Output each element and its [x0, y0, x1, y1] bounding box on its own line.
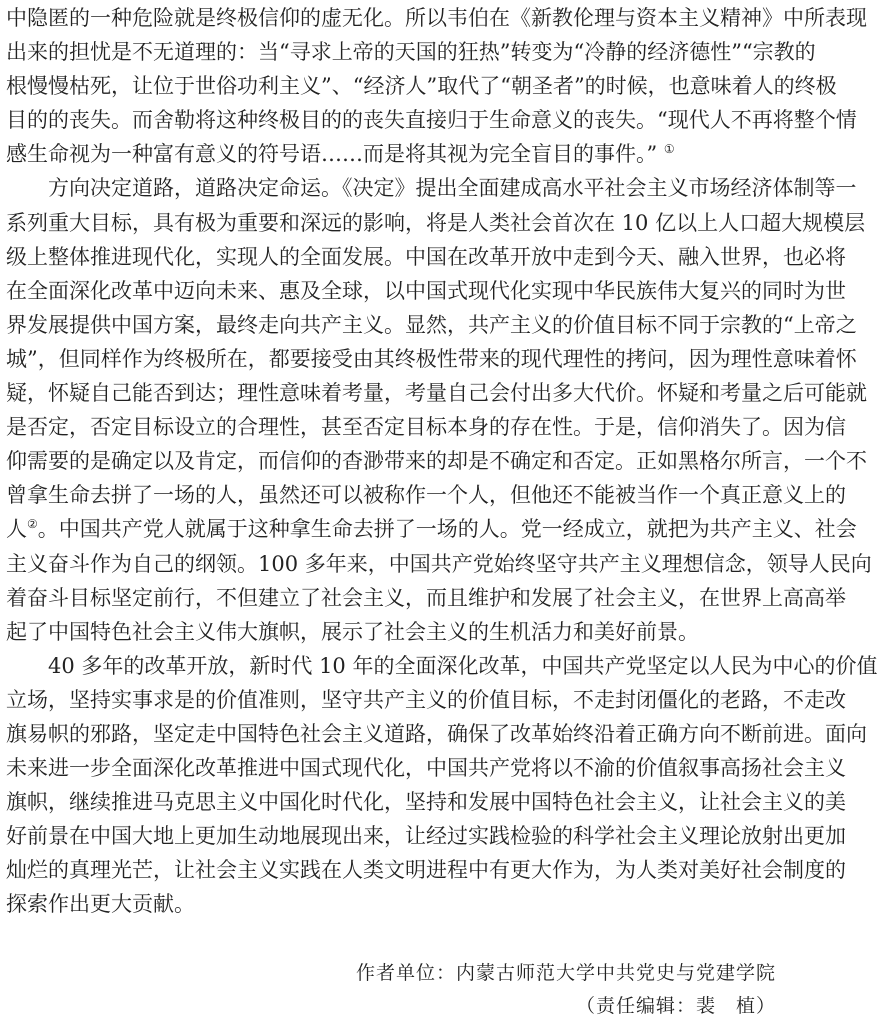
- paragraph: [6, 649, 877, 922]
- responsible-editor: （责任编辑：裴 植）: [575, 995, 776, 1017]
- text-line: 未来进一步全面深化改革推进中国式现代化，中国共产党将以不渝的价值叙事高扬社会主义: [6, 756, 846, 781]
- text-line: 系列重大目标，具有极为重要和深远的影响，将是人类社会首次在 10 亿以上人口超大规模层: [6, 210, 866, 235]
- text-line: 探索作出更大贡献。: [6, 892, 195, 917]
- text-line: 曾拿生命去拼了一场的人，虽然还可以被称作一个人，但他还不能被当作一个真正意义上的: [6, 483, 846, 508]
- author-affiliation: 作者单位：内蒙古师范大学中共党史与党建学院: [355, 962, 776, 984]
- paragraph: [6, 171, 872, 648]
- text-line: 级上整体推进现代化，实现人的全面发展。中国在改革开放中走到今天、融入世界，也必将: [6, 244, 846, 269]
- text-segment: 感生命视为一种富有意义的符号语……而是将其视为完全盲目的事件。”: [6, 142, 658, 167]
- text-line: 目的的丧失。而舍勒将这种终极目的的丧失直接归于生命意义的丧失。“现代人不再将整个情: [6, 108, 857, 133]
- text-segment: 。中国共产党人就属于这种拿生命去拼了一场的人。党一经成立，就把为共产主义、社会: [37, 517, 857, 542]
- text-line: [6, 512, 857, 546]
- text-line: 中隐匿的一种危险就是终极信仰的虚无化。所以韦伯在《新教伦理与资本主义精神》中所表现: [6, 6, 867, 30]
- text-line: 城”，但同样作为终极所在，都要接受由其终极性带来的现代理性的拷问，因为理性意味着怀: [6, 346, 857, 371]
- footnote-marker[interactable]: ②: [27, 517, 38, 532]
- text-line: 灿烂的真理光芒，让社会主义实践在人类文明进程中有更大作为，为人类对美好社会制度的: [6, 858, 846, 883]
- text-line: 立场，坚持实事求是的价值准则，坚守共产主义的价值目标，不走封闭僵化的老路，不走改: [6, 687, 846, 712]
- footnote-marker[interactable]: ①: [663, 142, 675, 157]
- text-segment: 人: [6, 517, 27, 542]
- text-line: 在全面深化改革中迈向未来、惠及全球，以中国式现代化实现中华民族伟大复兴的同时为世: [6, 278, 846, 303]
- paragraph: [6, 1, 867, 171]
- text-line: 方向决定道路，道路决定命运。《决定》提出全面建成高水平社会主义市场经济体制等一: [48, 176, 857, 201]
- text-line: 好前景在中国大地上更加生动地展现出来，让经过实践检验的科学社会主义理论放射出更加: [6, 824, 846, 849]
- text-line: 根慢慢枯死，让位于世俗功利主义”、“经济人”取代了“朝圣者”的时候，也意味着人的终极: [6, 74, 837, 99]
- text-line: 着奋斗目标坚定前行，不但建立了社会主义，而且维护和发展了社会主义，在世界上高高举: [6, 585, 846, 610]
- text-line: 旗易帜的邪路，坚定走中国特色社会主义道路，确保了改革始终沿着正确方向不断前进。面向: [6, 721, 867, 746]
- text-line: 界发展提供中国方案，最终走向共产主义。显然，共产主义的价值目标不同于宗教的“上帝之: [6, 312, 857, 337]
- text-line: [6, 137, 778, 171]
- text-line: 疑，怀疑自己能否到达；理性意味着考量，考量自己会付出多大代价。怀疑和考量之后可能就: [6, 381, 867, 406]
- article-body: [6, 1, 877, 922]
- text-line: 旗帜，继续推进马克思主义中国化时代化，坚持和发展中国特色社会主义，让社会主义的美: [6, 790, 846, 815]
- text-line: 主义奋斗作为自己的纲领。100 多年来，中国共产党始终坚守共产主义理想信念，领导人民向: [6, 551, 872, 576]
- text-line: 是否定，否定目标设立的合理性，甚至否定目标本身的存在性。于是，信仰消失了。因为信: [6, 415, 846, 440]
- text-line: 起了中国特色社会主义伟大旗帜，展示了社会主义的生机活力和美好前景。: [6, 619, 699, 644]
- text-line: 仰需要的是确定以及肯定，而信仰的杳渺带来的却是不确定和否定。正如黑格尔所言，一个不: [6, 449, 867, 474]
- text-line: 40 多年的改革开放，新时代 10 年的全面深化改革，中国共产党坚定以人民为中心的价值: [48, 653, 877, 678]
- text-line: 出来的担忧是不无道理的：当“寻求上帝的天国的狂热”转变为“冷静的经济德性”“宗教的: [6, 40, 816, 65]
